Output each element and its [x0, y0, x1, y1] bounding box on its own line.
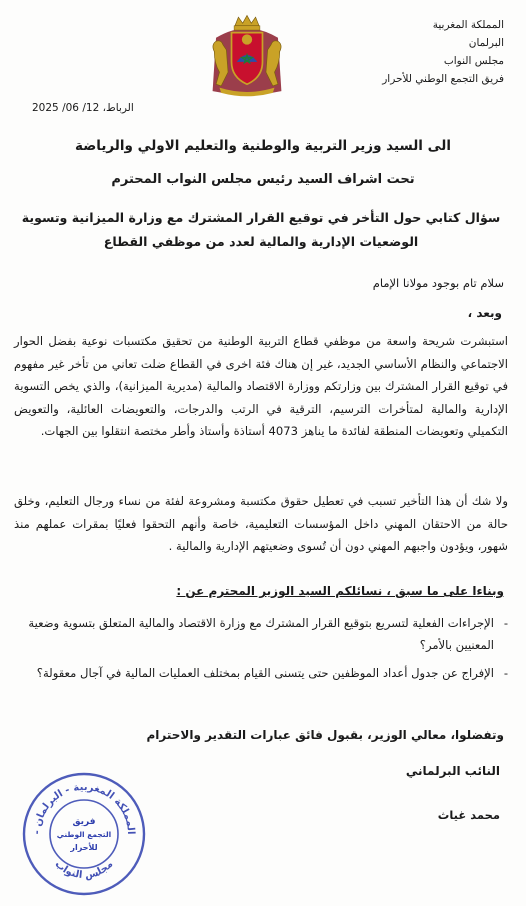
- recipient-line: الى السيد وزير التربية والوطنية والتعليم الاولي والرياضة: [75, 138, 451, 154]
- questions-list: [14, 612, 510, 690]
- stamp-bottom-text: مجلس النواب: [52, 858, 116, 882]
- body-paragraph-1: استبشرت شريحة واسعة من موظفي قطاع التربية الوطنية من تحقيق مكتسبات نوعية بفضل الحوار الاجتماعي والنظام الأساسي الجديد، غير إن هناك فئة اخرى في القطاع ضلت تعاني من تأخر غير مفهوم في توقيع القرار المشترك بين وزارتكم ووزارة الاقتصاد والمالية (مديرية الميزانية)، والذي يخص التسوية الإدارية والمالية لمتأخرات الترسيم، الترقية في الرتب والدرجات، والتعويضات العائلية، والتعويض التكميلي وتعويضات المنطقة لفائدة ما يناهز 4073 أستاذة وأستاذ وأطر مختصة انتقلوا بين الجهات.: [14, 334, 508, 439]
- body-paragraph-2: ولا شك أن هذا التأخير تسبب في تعطيل حقوق مكتسبة ومشروعة لفئة من نساء ورجال التعليم، وخلق حالة من الاحتقان المهني داخل المؤسسات التعليمية، خاصة وأنهم التحقوا فعليًا بمقرات عملهم منذ شهور، ويؤدون واجبهم المهني دون أن تُسوى وضعيتهم الإدارية والمالية .: [14, 494, 508, 554]
- org-line-parliament: البرلمان: [468, 37, 504, 49]
- stamp-center-line-1: فريق: [72, 817, 96, 827]
- signer-title: النائب البرلماني: [405, 764, 500, 778]
- stamp-center-line-3: للأحرار: [70, 843, 98, 852]
- via-line: تحت اشراف السيد رئيس مجلس النواب المحترم: [111, 172, 415, 187]
- question-item-2: - الإفراج عن جدول أعداد الموظفين حتى يتسنى القيام بمختلف العمليات المالية في آجال معقولة؟: [14, 662, 510, 684]
- signer-name: محمد غياث: [437, 808, 500, 822]
- greeting: سلام تام بوجود مولانا الإمام: [372, 276, 504, 290]
- organization-header: [364, 16, 504, 88]
- request-heading: وبناءا على ما سبق ، نسائلكم السيد الوزير المحترم عن :: [176, 584, 504, 598]
- letter-date: الرباط، 12/ 06/ 2025: [32, 102, 134, 114]
- official-stamp: [20, 770, 148, 898]
- royal-coat-of-arms-icon: [204, 12, 290, 98]
- org-line-kingdom: المملكة المغربية: [432, 19, 504, 31]
- stamp-center-line-2: التجمع الوطني: [56, 830, 112, 839]
- svg-text:مجلس النواب: [53, 859, 116, 882]
- org-line-house: مجلس النواب: [443, 55, 504, 67]
- letter-subject: سؤال كتابي حول التأخر في توقيع القرار المشترك مع وزارة الميزانية وتسوية الوضعيات الإدارية والمالية لعدد من موظفي القطاع: [21, 210, 501, 249]
- org-line-group: فريق التجمع الوطني للأحرار: [382, 73, 504, 85]
- closing-formula: وتفضلوا، معالي الوزير، بقبول فائق عبارات التقدير والاحترام: [146, 728, 504, 742]
- question-item-1: - الإجراءات الفعلية لتسريع بتوقيع القرار المشترك مع وزارة الاقتصاد والمالية المتعلق بتسوية وضعية المعنيين بالأمر؟: [14, 612, 510, 656]
- opening-phrase: وبعد ،: [467, 306, 502, 320]
- stamp-ring-text: المملكة المغربية - البرلمان -: [31, 781, 137, 835]
